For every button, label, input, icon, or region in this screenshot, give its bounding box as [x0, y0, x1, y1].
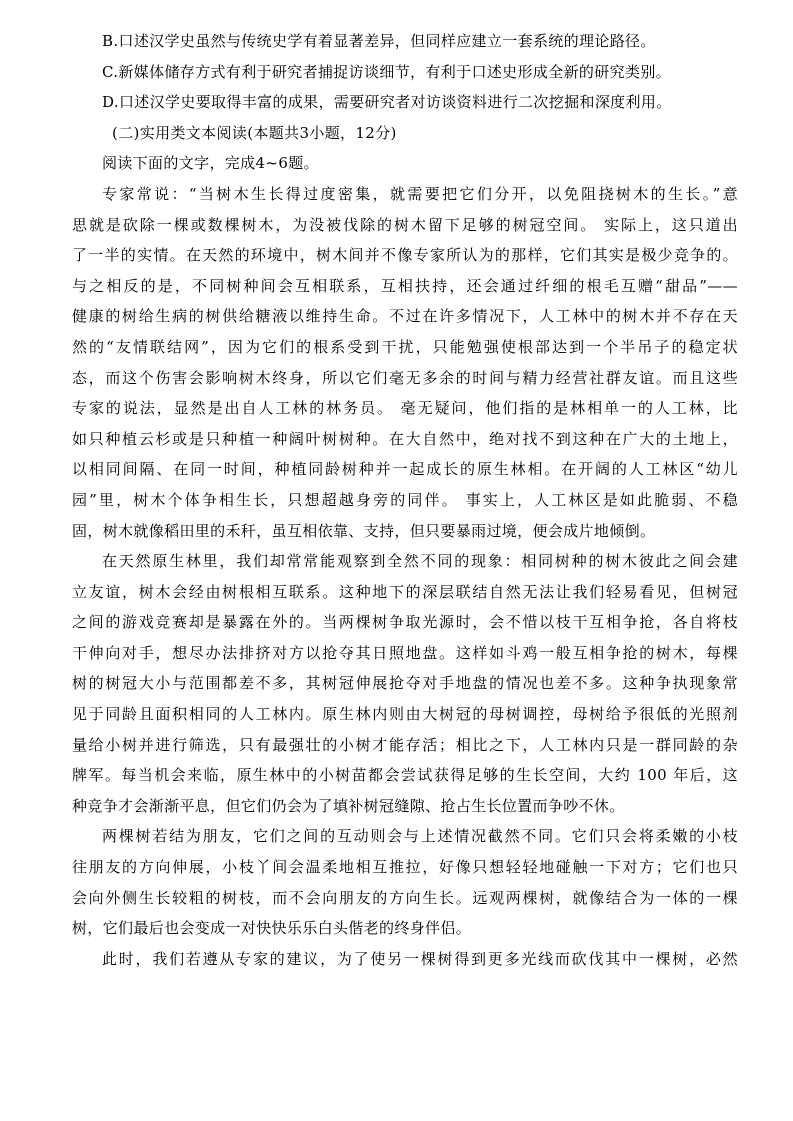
paragraph-line: 量给小树并进行筛选，只有最强壮的小树才能存活；相比之下，人工林内只是一群同龄的杂 [72, 735, 738, 754]
paragraph-line: 会向外侧生长较粗的树枝，而不会向朋友的方向生长。远观两棵树，就像结合为一体的一棵 [72, 888, 738, 907]
paragraph-line: 两棵树若结为朋友，它们之间的互动则会与上述情况截然不同。它们只会将柔嫩的小枝 [102, 827, 738, 846]
paragraph-2 [72, 546, 738, 821]
paragraph-line: 牌军。每当机会来临，原生林中的小树苗都会尝试获得足够的生长空间，大约 100 年后，这 [72, 766, 738, 785]
paragraph-line: 种竞争才会渐渐平息，但它们仍会为了填补树冠缝隙、抢占生长位置而争吵不休。 [72, 796, 625, 815]
paragraph-4 [72, 944, 738, 975]
option-c: C.新媒体储存方式有利于研究者捕捉访谈细节，有利于口述史形成全新的研究类别。 [102, 62, 672, 81]
paragraph-line: 树的树冠大小与范围都差不多，其树冠伸展抢夺对手地盘的情况也差不多。这种争执现象常 [72, 674, 738, 693]
paragraph-line: 在天然原生林里，我们却常常能观察到全然不同的现象：相同树种的树木彼此之间会建 [102, 552, 738, 571]
section-heading: (二)实用类文本阅读(本题共3小题，12分) [112, 123, 397, 142]
paragraph-line: 见于同龄且面积相同的人工林内。原生林内则由大树冠的母树调控，母树给予很低的光照剂 [72, 705, 738, 724]
paragraph-line: 立友谊，树木会经由树根相互联系。这种地下的深层联结自然无法让我们轻易看见，但树冠 [72, 582, 738, 601]
paragraph-line: 往朋友的方向伸展，小枝丫间会温柔地相互推拉，好像只想轻轻地碰触一下对方；它们也只 [72, 858, 738, 877]
option-d: D.口述汉学史要取得丰富的成果，需要研究者对访谈资料进行二次挖掘和深度利用。 [102, 93, 672, 112]
paragraph-line: 树，它们最后也会变成一对快快乐乐白头偕老的终身伴侣。 [72, 919, 472, 938]
paragraph-line: 固，树木就像稻田里的禾秆，虽互相依靠、支持，但只要暴雨过境，便会成片地倾倒。 [72, 521, 656, 540]
paragraph-line: 如只种植云杉或是只种植一种阔叶树树种。在大自然中，绝对找不到这种在广大的土地上， [72, 429, 738, 448]
paragraph-1 [72, 179, 738, 546]
paragraph-line: 与之相反的是，不同树种间会互相联系，互相扶持，还会通过纤细的根毛互赠“甜品”—— [72, 276, 738, 295]
paragraph-line: 态，而这个伤害会影响树木终身，所以它们毫无多余的时间与精力经营社群友谊。而且这些 [72, 368, 738, 387]
instruction-text: 阅读下面的文字，完成4~6题。 [102, 154, 319, 173]
paragraph-line: 专家的说法，显然是出自人工林的林务员。 毫无疑问，他们指的是林相单一的人工林，比 [72, 399, 738, 418]
paragraph-line: 然的“友情联结网”，因为它们的根系受到干扰，只能勉强使根部达到一个半吊子的稳定状 [72, 337, 738, 356]
paragraph-line: 专家常说：“当树木生长得过度密集，就需要把它们分开，以免阻挠树木的生长。”意 [102, 184, 738, 203]
paragraph-line: 了一半的实情。在天然的环境中，树木间并不像专家所认为的那样，它们其实是极少竞争的。 [72, 246, 738, 265]
paragraph-line: 思就是砍除一棵或数棵树木，为没被伐除的树木留下足够的树冠空间。 实际上，这只道出 [72, 215, 738, 234]
document-content [72, 0, 738, 974]
paragraph-line: 园”里，树木个体争相生长，只想超越身旁的同伴。 事实上，人工林区是如此脆弱、不稳 [72, 490, 738, 509]
paragraph-line: 健康的树给生病的树供给糖液以维持生命。不过在许多情况下，人工林中的树木并不存在天 [72, 307, 738, 326]
paragraph-line: 之间的游戏竞赛却是暴露在外的。当两棵树争取光源时，会不惜以枝干互相争抢，各自将枝 [72, 613, 738, 632]
paragraph-line: 此时，我们若遵从专家的建议，为了使另一棵树得到更多光线而砍伐其中一棵树，必然 [102, 949, 738, 968]
paragraph-3 [72, 821, 738, 943]
option-b: B.口述汉学史虽然与传统史学有着显著差异，但同样应建立一套系统的理论路径。 [102, 32, 656, 50]
paragraph-line: 干伸向对手，想尽办法排挤对方以抢夺其日照地盘。这样如斗鸡一般互相争抢的树木，每棵 [72, 643, 738, 662]
paragraph-line: 以相同间隔、在同一时间，种植同龄树种并一起成长的原生林相。在开阔的人工林区“幼儿 [72, 460, 738, 479]
